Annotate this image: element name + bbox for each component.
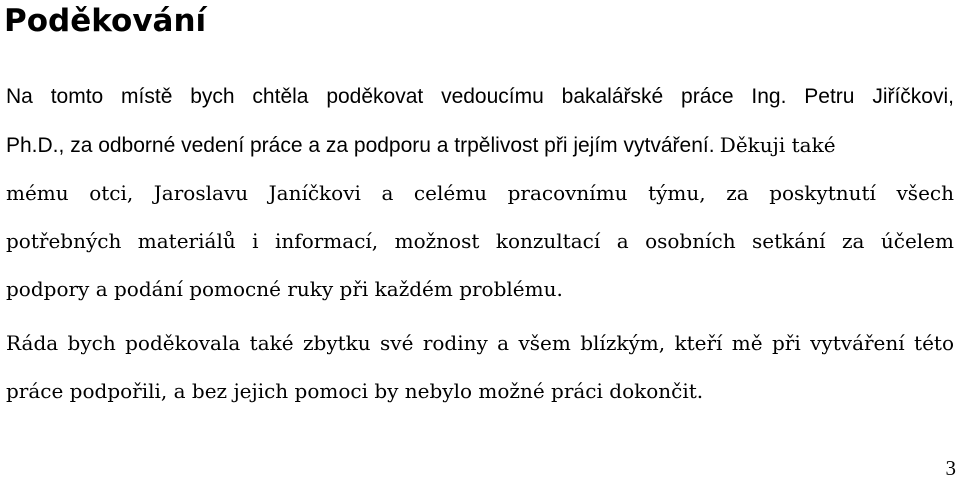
paragraph-line: mému otci, Jaroslavu Janíčkovi a celému pracovnímu týmu, za poskytnutí všech	[6, 181, 954, 205]
paragraph-line: práce podpořili, a bez jejich pomoci by nebylo možné práci dokončit.	[6, 379, 704, 403]
paragraph-line-segment: Ph.D., za odborné vedení práce a za podporu a trpělivost při jejím vytváření.	[6, 134, 715, 157]
paragraph-line: Na tomto místě bych chtěla poděkovat vedoucímu bakalářské práce Ing. Petru Jiříčkovi,	[6, 85, 954, 108]
page-number: 3	[945, 456, 956, 480]
paragraph-line: podpory a podání pomocné ruky při každém problému.	[6, 277, 563, 301]
paragraph-line-segment: Děkuji také	[719, 133, 836, 157]
paragraph-line: Ráda bych poděkovala také zbytku své rodiny a všem blízkým, kteří mě při vytváření této	[6, 331, 954, 355]
paragraph-line-mixed	[6, 132, 954, 159]
page-title: Poděkování	[4, 3, 207, 39]
paragraph-line: potřebných materiálů i informací, možnost konzultací a osobních setkání za účelem	[6, 229, 954, 253]
